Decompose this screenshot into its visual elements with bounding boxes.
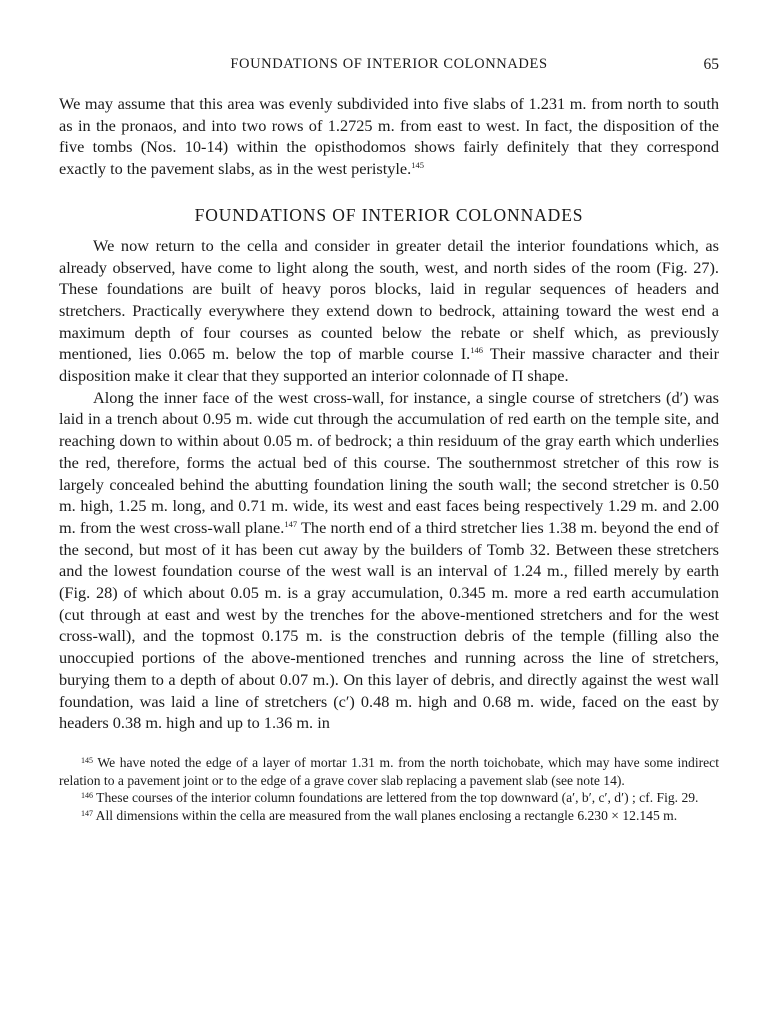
footnote-number: 146 (81, 791, 93, 801)
footnote-147 (59, 807, 719, 825)
note-ref-145[interactable]: 145 (411, 160, 424, 171)
footnote-146 (59, 789, 719, 807)
paragraph-text-continued: Their massive character and their disposition make it clear that they supported an interior colonnade of Π shape. (59, 344, 719, 386)
paragraph-text-continued: The north end of a third stretcher lies 1.38 m. beyond the end of the second, but most of it has been cut away by the builders of Tomb 32. Between these stretchers and the lowest foundation course of the west wall is an interval of 1.24 m., filled merely by earth (Fig. 28) of which about 0.05 m. is a gray accumulation, 0.345 m. more a red earth accumulation (cut through at east and west by the trenches for the above-mentioned stretchers and for the west cross-wall), and the topmost 0.175 m. is the construction debris of the temple (filling also the unoccupied portions of the above-mentioned trenches and running across the line of stretchers, burying them to a depth of about 0.07 m.). On this layer of debris, and directly against the west wall foundation, was laid a line of stretchers (c′) 0.48 m. high and 0.68 m. wide, faced on the east by headers 0.38 m. high and up to 1.36 m. in (59, 517, 719, 733)
note-ref-146[interactable]: 146 (470, 345, 483, 356)
paragraph-text: We now return to the cella and consider in greater detail the interior foundations which, as already observed, have come to light along the south, west, and north sides of the room (Fig. 27). These foundations are built of heavy poros blocks, laid in regular sequences of headers and stretchers. Practically everywhere they extend down to bedrock, attaining toward the west end a maximum depth of four courses as counted below the rebate or shelf which, as previously mentioned, lies 0.065 m. below the top of marble course I. (59, 235, 719, 364)
footnote-text: These courses of the interior column foundations are lettered from the top downward (a′, b′, c′, d′) ; cf. Fig. 29. (96, 790, 699, 806)
footnotes (59, 754, 719, 824)
book-page (59, 56, 719, 824)
paragraph-text: Along the inner face of the west cross-wall, for instance, a single course of stretchers (d′) was laid in a trench about 0.95 m. wide cut through the accumulation of red earth on the temple site, and reaching down to within about 0.05 m. of bedrock; a thin residuum of the gray earth which underlies the red, therefore, forms the actual bed of this course. The southernmost stretcher of this row is largely concealed behind the abutting foundation lining the south wall; the second stretcher is 0.50 m. high, 1.25 m. long, and 0.71 m. wide, its west and east faces being respectively 1.29 m. and 2.00 m. from the west cross-wall plane. (59, 387, 719, 537)
section-heading: FOUNDATIONS OF INTERIOR COLONNADES (194, 204, 584, 225)
paragraph-cella-foundations (59, 235, 719, 387)
note-ref-147[interactable]: 147 (284, 518, 298, 529)
footnote-number: 147 (81, 808, 93, 818)
paragraph-pavement-slabs (59, 93, 719, 180)
running-head (59, 56, 719, 78)
page-number: 65 (703, 56, 719, 73)
footnote-number: 145 (81, 755, 93, 765)
footnote-text: All dimensions within the cella are measured from the wall planes enclosing a rectangle 6.230 × 12.145 m. (95, 807, 678, 823)
footnote-text: We have noted the edge of a layer of mortar 1.31 m. from the north toichobate, which may have some indirect relation to a pavement joint or to the edge of a grave cover slab replacing a pavement slab (see note 14). (59, 754, 719, 788)
footnote-145 (59, 754, 719, 789)
paragraph-west-cross-wall (59, 387, 719, 734)
paragraph-text: We may assume that this area was evenly subdivided into five slabs of 1.231 m. from north to south as in the pronaos, and into two rows of 1.2725 m. from east to west. In fact, the disposition of the five tombs (Nos. 10-14) within the opisthodomos shows fairly definitely that they correspond exactly to the pavement slabs, as in the west peristyle. (59, 94, 719, 179)
running-title: FOUNDATIONS OF INTERIOR COLONNADES (230, 56, 548, 72)
